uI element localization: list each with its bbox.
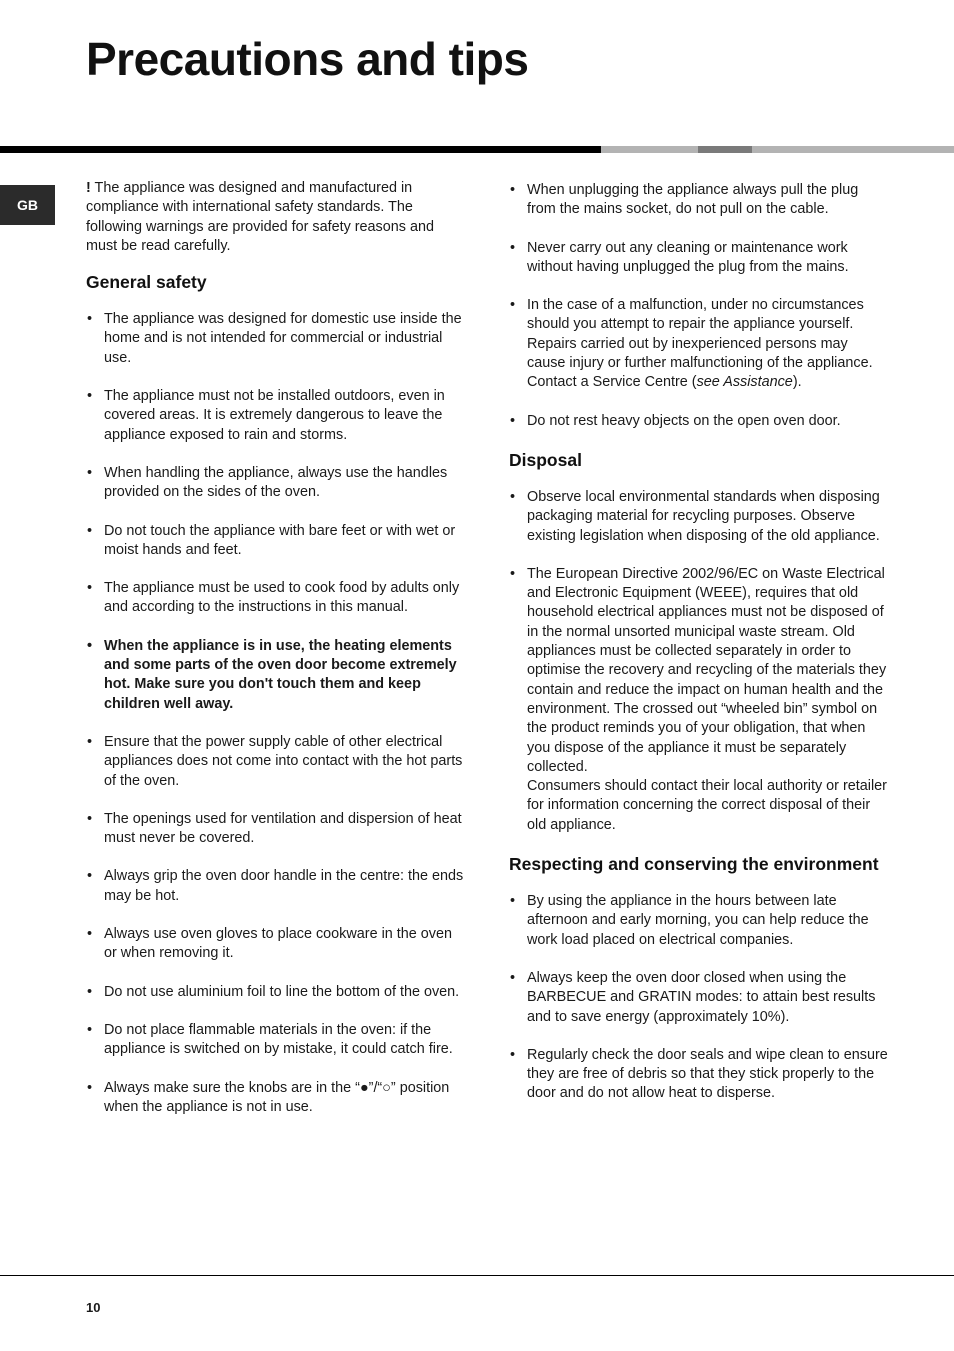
disposal-list: [509, 488, 889, 835]
header-rule-black: [0, 146, 601, 153]
list-item: • Always make sure the knobs are in the “●”/“○” position when the appliance is not in use.: [86, 1079, 466, 1118]
list-item: • Always keep the oven door closed when using the BARBECUE and GRATIN modes: to attain best results and to save energy (approximately 10%).: [509, 969, 889, 1027]
list-item-warning: • When the appliance is in use, the heating elements and some parts of the oven door become extremely hot. Make sure you don't touch them and keep children well away.: [86, 637, 466, 714]
disposal-heading: Disposal: [509, 449, 582, 470]
list-item: • The openings used for ventilation and dispersion of heat must never be covered.: [86, 810, 466, 849]
warning-mark: !: [86, 180, 91, 196]
malfunction-end: ).: [792, 374, 802, 391]
right-column: [509, 181, 889, 1123]
intro-paragraph: [86, 179, 466, 256]
page-title: Precautions and tips: [86, 33, 529, 85]
list-item: • The appliance must be used to cook food by adults only and according to the instructions in this manual.: [86, 579, 466, 618]
environment-list: [509, 892, 889, 1104]
weee-text: • The European Directive 2002/96/EC on Waste Electrical and Electronic Equipment (WEEE), requires that old household electrical appliances must not be disposed of in the normal unsorted municipal waste stream. Old appliances must be collected separately in order to optimise the recovery and recycling of the materials they contain and reduce the impact on human health and the environment. The crossed out “wheeled bin” symbol on the product reminds you of your obligation, that when you dispose of the appliance it must be separately collected.: [527, 565, 887, 775]
general-safety-heading: General safety: [86, 272, 207, 293]
list-item-malfunction: [509, 296, 889, 392]
list-item: • Do not rest heavy objects on the open oven door.: [509, 412, 889, 431]
list-item: • The appliance was designed for domestic use inside the home and is not intended for commercial or industrial use.: [86, 310, 466, 368]
page-number: 10: [86, 1300, 101, 1315]
list-item: • When handling the appliance, always use the handles provided on the sides of the oven.: [86, 464, 466, 503]
list-item: • Always use oven gloves to place cookware in the oven or when removing it.: [86, 925, 466, 964]
header-rule-dark-grey: [698, 146, 752, 153]
language-tab: [0, 185, 55, 225]
footer-rule: [0, 1275, 954, 1276]
malfunction-text: In the case of a malfunction, under no circumstances should you attempt to repair the appliance yourself. Repairs carried out by inexperienced persons may cause injury or further malfunctioning of the appliance. Contact a Service Centre (: [527, 297, 873, 391]
list-item: • Always grip the oven door handle in the centre: the ends may be hot.: [86, 867, 466, 906]
see-assistance-reference: see Assistance: [696, 374, 793, 391]
header-rule-grey: [601, 146, 698, 153]
list-item: • Never carry out any cleaning or maintenance work without having unplugged the plug from the mains.: [509, 239, 889, 278]
general-safety-list: [86, 310, 466, 1117]
list-item: • Ensure that the power supply cable of other electrical appliances does not come into contact with the hot parts of the oven.: [86, 733, 466, 791]
list-item: • By using the appliance in the hours between late afternoon and early morning, you can help reduce the work load placed on electrical companies.: [509, 892, 889, 950]
intro-text: The appliance was designed and manufactured in compliance with international safety standards. The following warnings are provided for safety reasons and must be read carefully.: [86, 180, 434, 254]
list-item: • Regularly check the door seals and wipe clean to ensure they are free of debris so that they stick properly to the door and do not allow heat to disperse.: [509, 1046, 889, 1104]
list-item-weee: [509, 565, 889, 835]
list-item: • The appliance must not be installed outdoors, even in covered areas. It is extremely dangerous to leave the appliance exposed to rain and storms.: [86, 387, 466, 445]
list-item: • Do not touch the appliance with bare feet or with wet or moist hands and feet.: [86, 522, 466, 561]
header-rule-grey-end: [752, 146, 954, 153]
list-item: • Observe local environmental standards when disposing packaging material for recycling purposes. Observe existing legislation when disposing of the old appliance.: [509, 488, 889, 546]
environment-heading: Respecting and conserving the environment: [509, 854, 879, 875]
weee-note: Consumers should contact their local authority or retailer for information concerning the correct disposal of their old appliance.: [527, 778, 887, 833]
general-safety-list-continued: [509, 181, 889, 431]
list-item: • Do not place flammable materials in the oven: if the appliance is switched on by mistake, it could catch fire.: [86, 1021, 466, 1060]
list-item: • Do not use aluminium foil to line the bottom of the oven.: [86, 983, 466, 1002]
language-tab-label: GB: [17, 197, 38, 213]
left-column: [86, 179, 466, 1136]
list-item: • When unplugging the appliance always pull the plug from the mains socket, do not pull on the cable.: [509, 181, 889, 220]
